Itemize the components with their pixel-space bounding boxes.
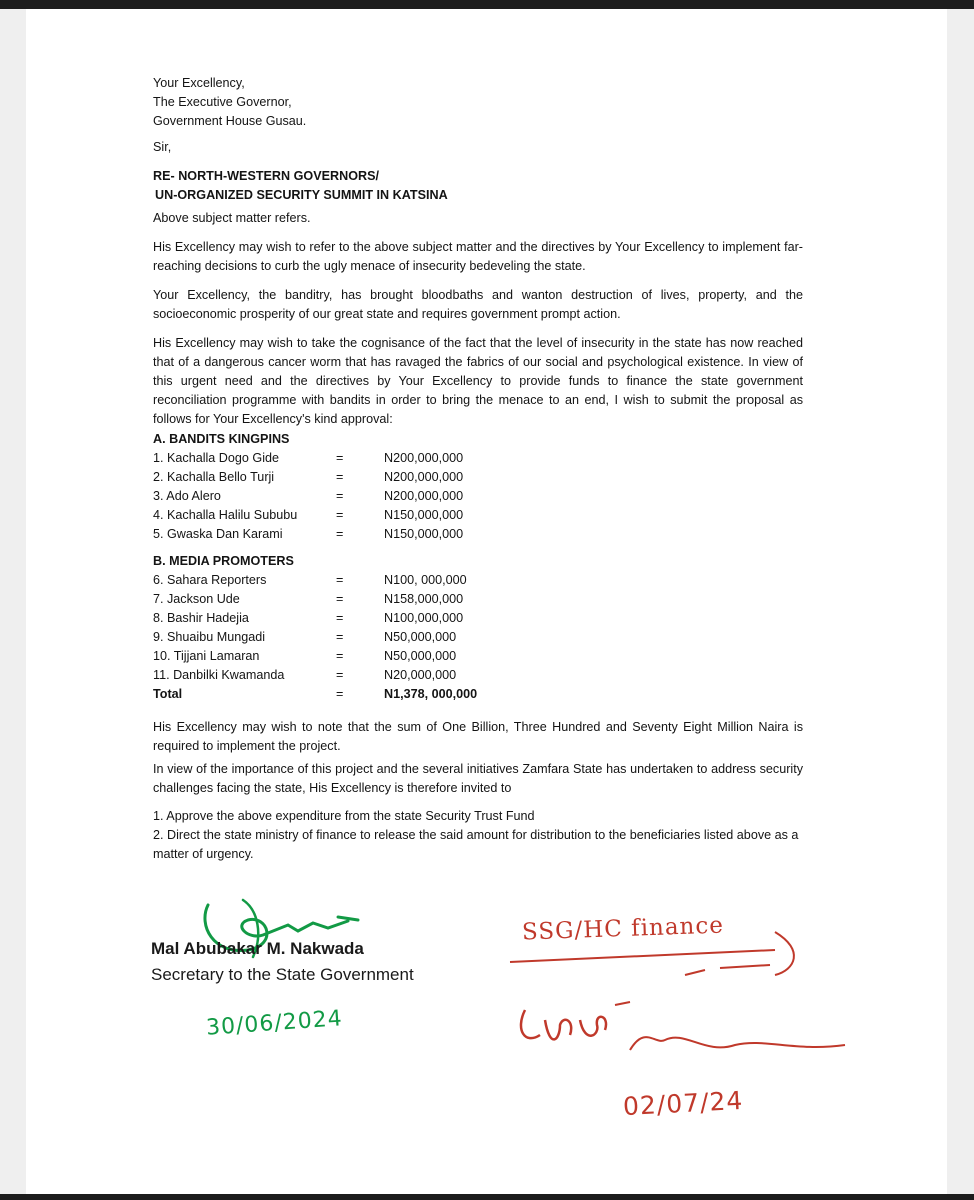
equals-sign: = — [336, 668, 344, 682]
total-label: Total — [153, 687, 183, 701]
amount: N158,000,000 — [384, 592, 464, 606]
beneficiary-name: 7. Jackson Ude — [153, 592, 240, 606]
paragraph: In view of the importance of this project and the several initiatives Zamfara State has undertaken to address security challenges facing the state, His Excellency is therefore invited to — [153, 762, 803, 795]
total-amount: N1,378, 000,000 — [384, 687, 478, 701]
minute-date: 02/07/24 — [622, 1085, 744, 1122]
amount: N150,000,000 — [384, 508, 464, 522]
section-b-title: B. MEDIA PROMOTERS — [153, 554, 294, 568]
beneficiary-name: 4. Kachalla Halilu Sububu — [153, 508, 298, 522]
amount: N100,000,000 — [384, 611, 464, 625]
beneficiary-name: 1. Kachalla Dogo Gide — [153, 451, 280, 465]
addressee-block — [153, 74, 803, 131]
paragraph: His Excellency may wish to note that the sum of One Billion, Three Hundred and Seventy Eight Million Naira is required to implement the project. — [153, 720, 803, 753]
equals-sign: = — [336, 592, 344, 606]
amount: N200,000,000 — [384, 470, 464, 484]
total-row — [153, 685, 803, 704]
signature-date: 30/06/2024 — [205, 1006, 344, 1041]
beneficiary-name: 8. Bashir Hadejia — [153, 611, 249, 625]
equals-sign: = — [336, 451, 344, 465]
equals-sign: = — [336, 687, 344, 701]
action-list — [153, 807, 803, 864]
subject-line: RE- NORTH-WESTERN GOVERNORS/ — [153, 169, 379, 183]
amount: N20,000,000 — [384, 668, 457, 682]
equals-sign: = — [336, 611, 344, 625]
beneficiary-name: 5. Gwaska Dan Karami — [153, 527, 283, 541]
beneficiary-list — [153, 430, 803, 704]
beneficiary-name: 9. Shuaibu Mungadi — [153, 630, 266, 644]
beneficiary-name: 10. Tijjani Lamaran — [153, 649, 260, 663]
action-item: 2. Direct the state ministry of finance to release the said amount for distribution to the beneficiaries listed above as a matter of urgency. — [153, 828, 799, 861]
amount: N50,000,000 — [384, 630, 457, 644]
subject-line: UN-ORGANIZED SECURITY SUMMIT IN KATSINA — [155, 188, 448, 202]
equals-sign: = — [336, 527, 344, 541]
list-item — [153, 628, 803, 647]
equals-sign: = — [336, 508, 344, 522]
list-item — [153, 468, 803, 487]
equals-sign: = — [336, 470, 344, 484]
beneficiary-name: 3. Ado Alero — [153, 489, 221, 503]
addressee-line: Government House Gusau. — [153, 114, 307, 128]
amount: N50,000,000 — [384, 649, 457, 663]
equals-sign: = — [336, 649, 344, 663]
equals-sign: = — [336, 489, 344, 503]
paragraph: Your Excellency, the banditry, has brought bloodbaths and wanton destruction of lives, property, and the socioeconomic prosperity of our great state and requires government prompt action. — [153, 288, 803, 321]
subject-heading — [153, 167, 803, 205]
paragraph: His Excellency may wish to refer to the above subject matter and the directives by Your Excellency to implement far-reaching decisions to curb the ugly menace of insecurity bedeveling the state. — [153, 240, 803, 273]
bottom-border — [0, 1194, 974, 1200]
equals-sign: = — [336, 573, 344, 587]
amount: N100, 000,000 — [384, 573, 467, 587]
beneficiary-name: 2. Kachalla Bello Turji — [153, 470, 275, 484]
list-item — [153, 666, 803, 685]
amount: N200,000,000 — [384, 489, 464, 503]
minute-note: SSG/HC finance — [521, 912, 725, 946]
addressee-line: Your Excellency, — [153, 76, 245, 90]
salutation: Sir, — [153, 140, 172, 154]
paragraph: His Excellency may wish to take the cognisance of the fact that the level of insecurity in the state has now reached that of a dangerous cancer worm that has ravaged the fabrics of our social and psychological existence. In view of this urgent need and the directives by Your Excellency to provide funds to finance the state government reconciliation programme with bandits in order to bring the menace to an end, I wish to submit the proposal as follows for Your Excellency's kind approval: — [153, 336, 803, 426]
letter-body — [153, 74, 803, 864]
action-item: 1. Approve the above expenditure from the state Security Trust Fund — [153, 809, 535, 823]
section-a-title: A. BANDITS KINGPINS — [153, 432, 290, 446]
list-item — [153, 525, 803, 544]
beneficiary-name: 11. Danbilki Kwamanda — [153, 668, 285, 682]
amount: N150,000,000 — [384, 527, 464, 541]
equals-sign: = — [336, 630, 344, 644]
paragraph: Above subject matter refers. — [153, 211, 311, 225]
list-item — [153, 571, 803, 590]
list-item — [153, 449, 803, 468]
beneficiary-name: 6. Sahara Reporters — [153, 573, 267, 587]
minute-scribble — [505, 930, 865, 1105]
list-item — [153, 487, 803, 506]
amount: N200,000,000 — [384, 451, 464, 465]
top-border — [0, 0, 974, 9]
list-item — [153, 590, 803, 609]
list-item — [153, 506, 803, 525]
list-item — [153, 647, 803, 666]
signatory-title: Secretary to the State Government — [151, 965, 414, 984]
signatory-name: Mal Abubakar M. Nakwada — [151, 939, 364, 958]
addressee-line: The Executive Governor, — [153, 95, 292, 109]
list-item — [153, 609, 803, 628]
